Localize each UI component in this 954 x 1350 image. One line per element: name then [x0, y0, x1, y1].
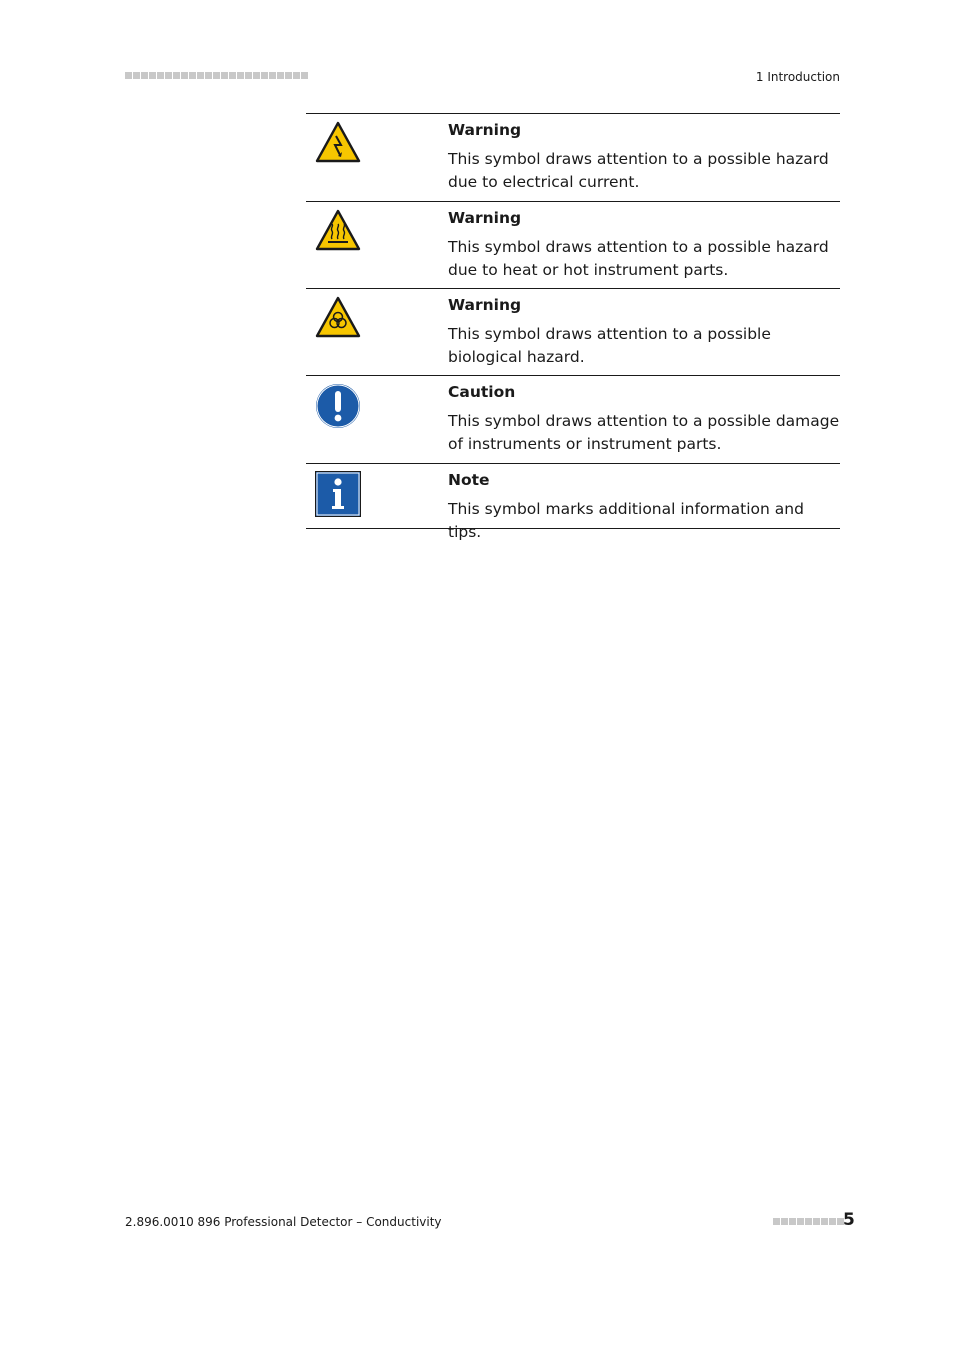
decoration-square — [269, 72, 276, 79]
symbol-title: Warning — [448, 121, 522, 139]
decoration-square — [253, 72, 260, 79]
decoration-square — [245, 72, 252, 79]
biohazard-icon — [315, 296, 361, 338]
caution-exclamation-icon — [315, 383, 361, 429]
decoration-square — [293, 72, 300, 79]
footer-document-title: 2.896.0010 896 Professional Detector – Conductivity — [125, 1215, 442, 1229]
decoration-square — [829, 1218, 836, 1225]
page-number: 5 — [843, 1210, 855, 1230]
symbol-description: This symbol draws attention to a possible hazard due to electrical current. — [448, 150, 829, 191]
decoration-square — [149, 72, 156, 79]
symbol-title: Warning — [448, 296, 522, 314]
decoration-square — [173, 72, 180, 79]
decoration-square — [797, 1218, 804, 1225]
decoration-square — [813, 1218, 820, 1225]
symbol-row-biohazard — [306, 289, 840, 376]
symbol-row-note — [306, 464, 840, 541]
symbol-title: Note — [448, 471, 490, 489]
symbol-description: This symbol draws attention to a possible damage of instruments or instrument parts. — [448, 412, 840, 453]
info-icon — [315, 471, 361, 517]
electrical-hazard-icon — [315, 121, 361, 163]
symbol-description: This symbol draws attention to a possible biological hazard. — [448, 325, 771, 366]
decoration-square — [141, 72, 148, 79]
symbol-description: This symbol draws attention to a possible hazard due to heat or hot instrument parts. — [448, 238, 829, 279]
decoration-square — [237, 72, 244, 79]
hot-surface-icon — [315, 209, 361, 251]
header-decoration — [125, 72, 308, 80]
decoration-square — [805, 1218, 812, 1225]
decoration-square — [821, 1218, 828, 1225]
decoration-square — [261, 72, 268, 79]
decoration-square — [189, 72, 196, 79]
decoration-square — [133, 72, 140, 79]
decoration-square — [125, 72, 132, 79]
symbol-title: Caution — [448, 383, 516, 401]
decoration-square — [157, 72, 164, 79]
decoration-square — [301, 72, 308, 79]
symbol-title: Warning — [448, 209, 522, 227]
decoration-square — [229, 72, 236, 79]
decoration-square — [221, 72, 228, 79]
symbol-description: This symbol marks additional information and tips. — [448, 500, 804, 541]
symbol-row-caution — [306, 376, 840, 464]
decoration-square — [205, 72, 212, 79]
symbol-row-heat — [306, 202, 840, 289]
decoration-square — [789, 1218, 796, 1225]
decoration-square — [277, 72, 284, 79]
symbol-row-electrical — [306, 114, 840, 202]
decoration-square — [285, 72, 292, 79]
decoration-square — [181, 72, 188, 79]
decoration-square — [197, 72, 204, 79]
safety-symbols-table — [306, 113, 840, 541]
decoration-square — [781, 1218, 788, 1225]
decoration-square — [773, 1218, 780, 1225]
footer-decoration — [773, 1218, 844, 1226]
decoration-square — [165, 72, 172, 79]
header-section-title: 1 Introduction — [755, 70, 840, 84]
decoration-square — [213, 72, 220, 79]
